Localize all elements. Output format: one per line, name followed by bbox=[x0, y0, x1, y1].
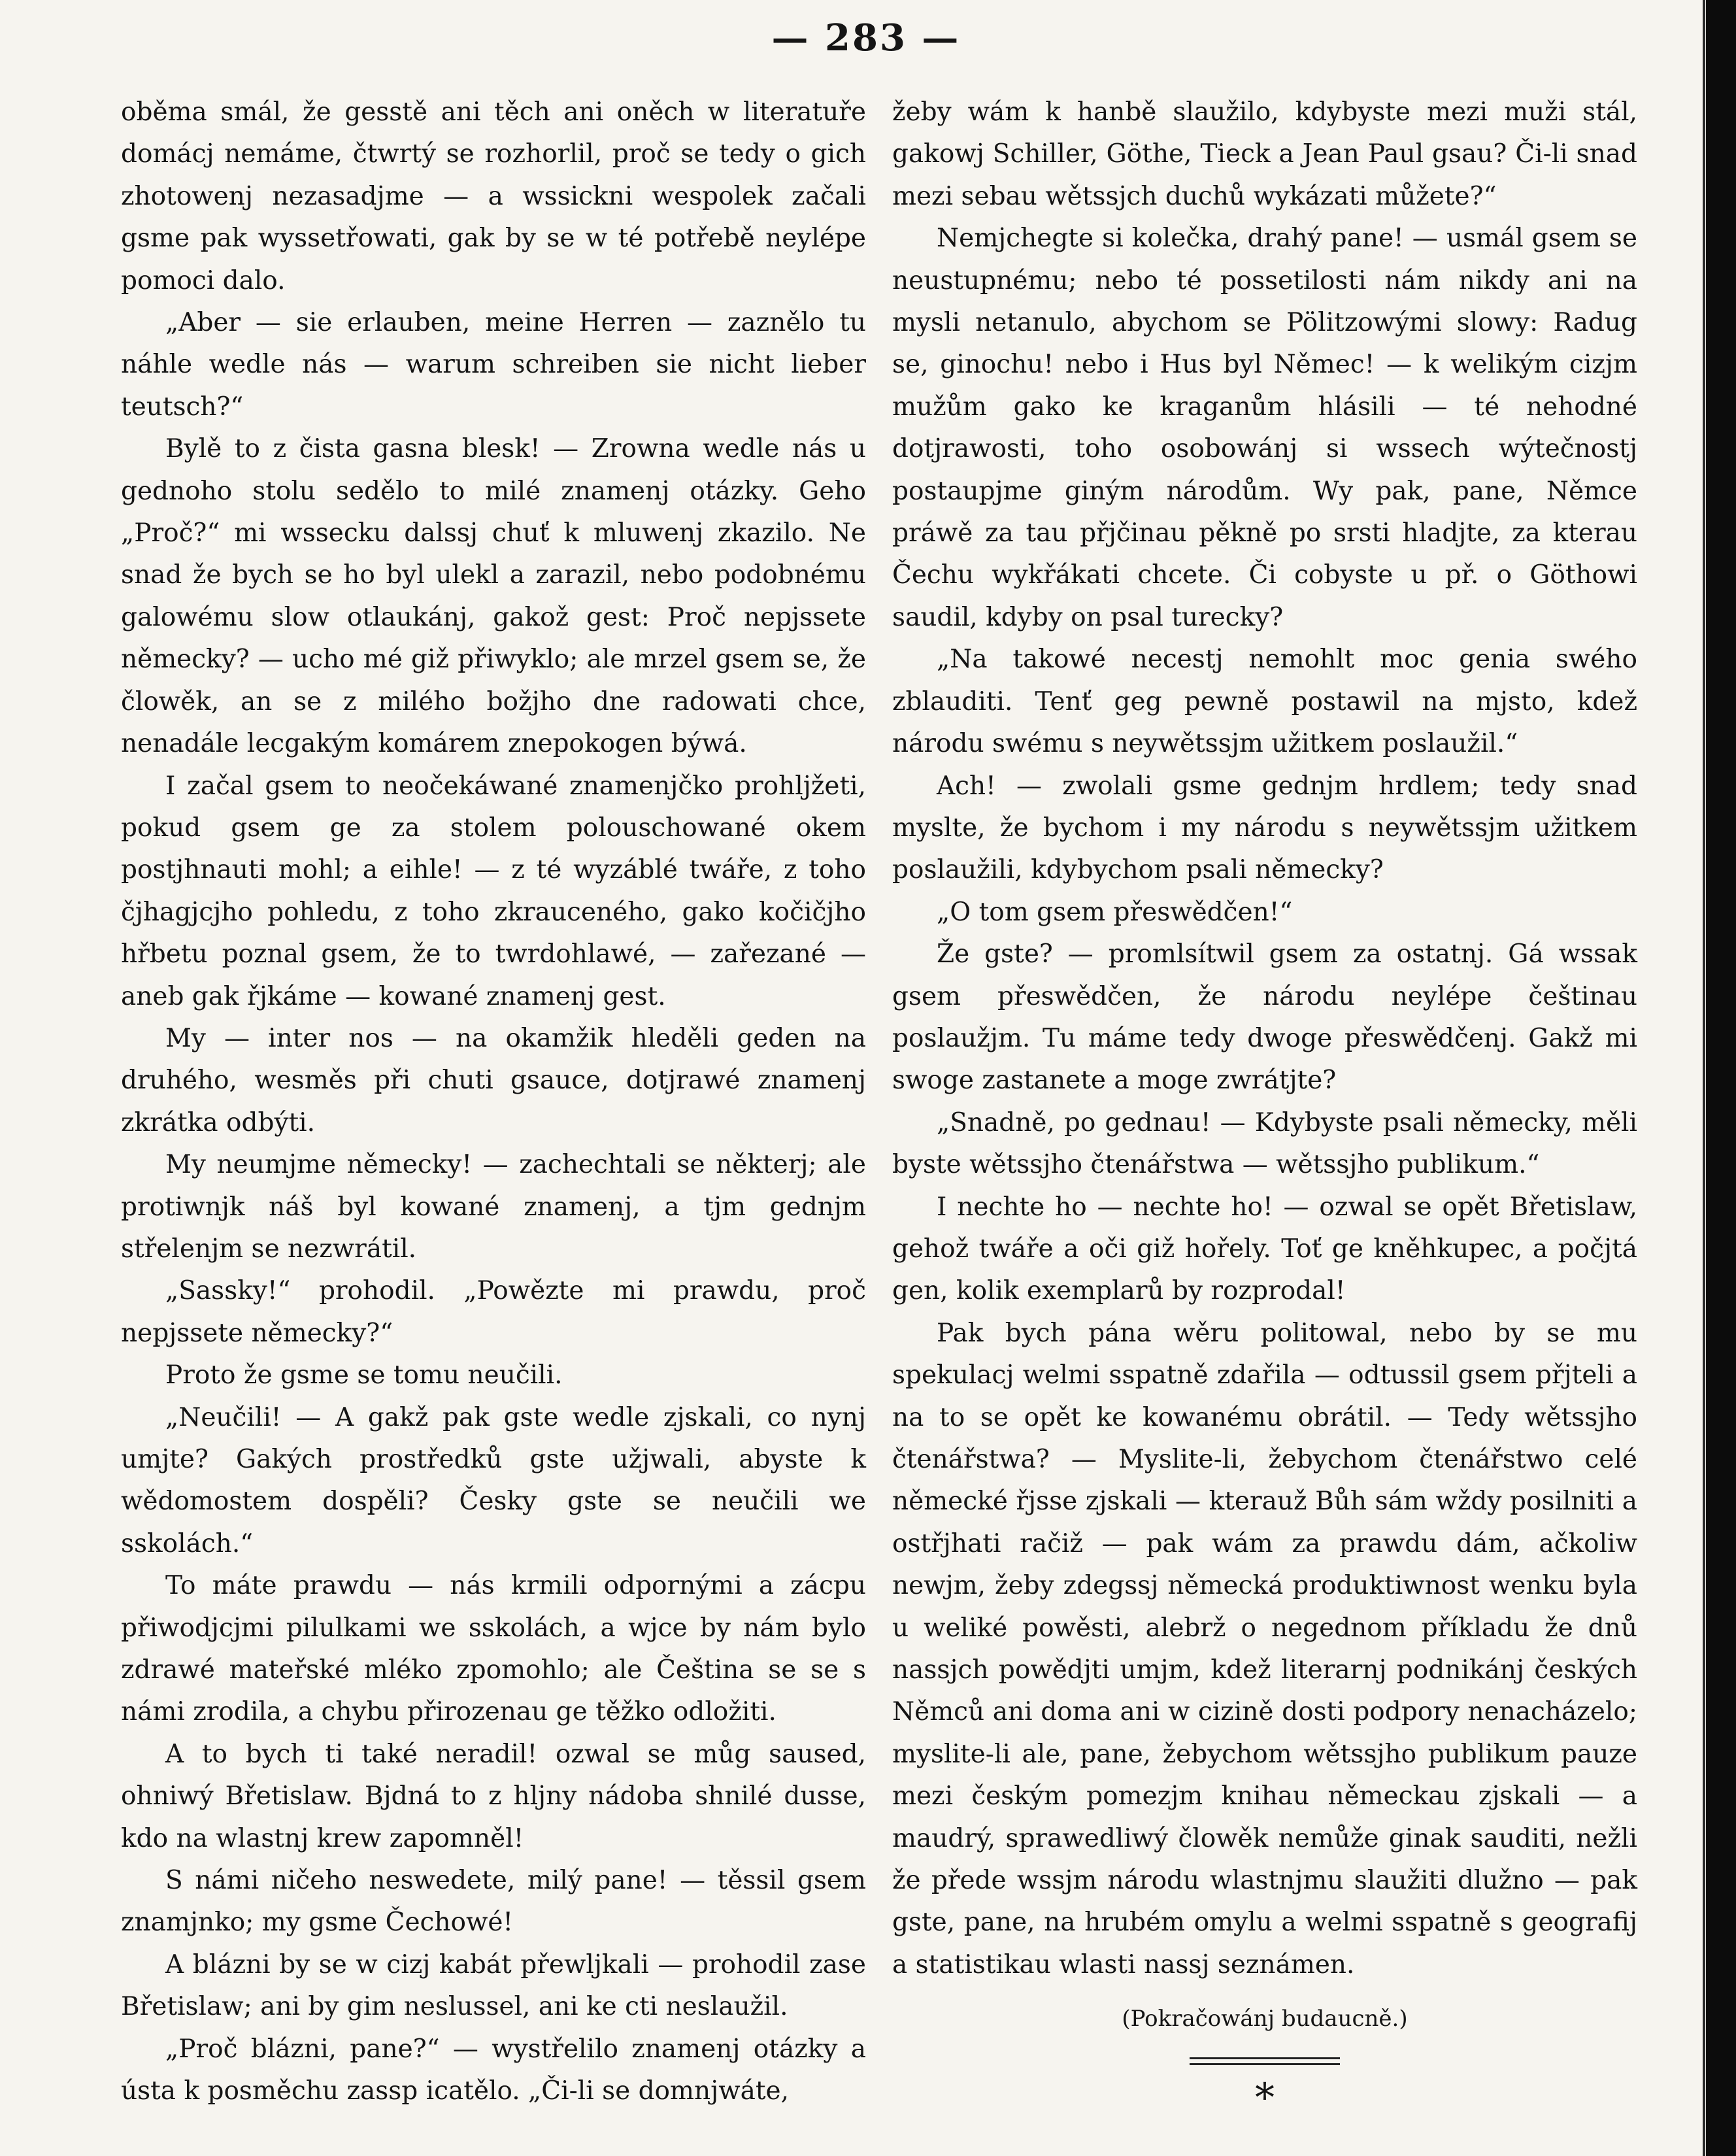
page-edge-line bbox=[1703, 0, 1705, 2156]
paragraph: My — inter nos — na okamžik hleděli geden na druhého, wesměs při chuti gsauce, dotjrawé znamenj zkrátka odbýti. bbox=[121, 1023, 866, 1137]
page-number: — 283 — bbox=[771, 16, 961, 59]
paragraph: žeby wám k hanbě slaužilo, kdybyste mezi muži stál, gakowj Schiller, Göthe, Tieck a Jean Paul gsau? Či-li snad mezi sebau wětssjch duchů wykázati můžete?“ bbox=[892, 97, 1637, 211]
paragraph: „Neučili! — A gakž pak gste wedle zjskali, co nynj umjte? Gakých prostředků gste užjwali, abyste k wědomostem dospěli? Česky gste se neučili we sskolách.“ bbox=[121, 1402, 866, 1558]
paragraph: „Snadně, po gednau! — Kdybyste psali německy, měli byste wětssjho čtenářstwa — wětssjho publikum.“ bbox=[892, 1107, 1637, 1180]
paragraph: My neumjme německy! — zachechtali se některj; ale protiwnjk náš byl kowané znamenj, a tjm gednjm střelenjm se nezwrátil. bbox=[121, 1150, 866, 1264]
paragraph: „O tom gsem přeswědčen!“ bbox=[937, 897, 1293, 927]
paragraph: Pak bych pána wěru politowal, nebo by se mu spekulacj welmi sspatně zdařila — odtussil gsem přjteli a na to se opět ke kowanému obrátil. — Tedy wětssjho čtenářstwa? — Myslite-li, žebychom čtenářstwo celé německé řjsse zjskali — kterauž Bůh sám wždy posilniti a ostřjhati račiž — pak wám za prawdu dám, ačkoliw newjm, žeby zdegssj německá produktiwnost wenku byla u weliké powěsti, alebrž o negednom příkladu že dnů nassjch powědjti umjm, kdež literarnj podnikánj českých Němců ani doma ani w cizině dosti podpory nenacházelo; myslite-li ale, pane, žebychom wětssjho publikum pauze mezi českým pomezjm knihau německau zjskali — a maudrý, sprawedliwý člowěk nemůže ginak sauditi, nežli že přede wssjm národu wlastnjmu slaužiti dlužno — pak gste, pane, na hrubém omylu a welmi sspatně s geografij a statistikau wlasti nassj seznámen. bbox=[892, 1318, 1637, 1979]
paragraph: To máte prawdu — nás krmili odpornými a zácpu přiwodjcjmi pilulkami we sskolách, a wjce by nám bylo zdrawé mateřské mléko zpomohlo; ale Čeština se se s námi zrodila, a chybu přirozenau ge těžko odložiti. bbox=[121, 1571, 866, 1727]
paragraph: Nemjchegte si kolečka, drahý pane! — usmál gsem se neustupnému; nebo té possetilosti nám nikdy ani na mysli netanulo, abychom se Pölitzowými slowy: Radug se, ginochu! nebo i Hus byl Němec! — k welikým cizjm mužům gako ke kraganům hlásili — té nehodné dotjrawosti, toho osobowánj si wssech wýtečnostj postaupjme giným národům. Wy pak, pane, Němce práwě za tau přjčinau pěkně po srsti hladjte, za kterau Čechu wykřákati chcete. Či cobyste u př. o Göthowi saudil, kdyby on psal turecky? bbox=[892, 224, 1637, 632]
paragraph: A blázni by se w cizj kabát přewljkali — prohodil zase Břetislaw; ani by gim neslussel, ani ke cti neslaužil. bbox=[121, 1949, 866, 2022]
scan-border bbox=[1706, 0, 1736, 2156]
left-column bbox=[121, 92, 866, 2113]
paragraph: I nechte ho — nechte ho! — ozwal se opět Břetislaw, gehož twáře a oči giž hořely. Toť ge kněhkupec, a počjtá gen, kolik exemplarů by rozprodal! bbox=[892, 1192, 1637, 1306]
paragraph: I začal gsem to neočekáwané znamenjčko prohljžeti, pokud gsem ge za stolem polouschowané okem postjhnauti mohl; a eihle! — z té wyzáblé twáře, z toho čjhagjcjho pohledu, z toho zkrauceného, gako kočičjho hřbetu poznal gsem, že to twrdohlawé, — zařezané — aneb gak řjkáme — kowané znamenj gest. bbox=[121, 771, 866, 1011]
continued-note: (Pokračowánj budaucně.) bbox=[1122, 2006, 1408, 2032]
paragraph: „Sassky!“ prohodil. „Powězte mi prawdu, proč nepjssete německy?“ bbox=[121, 1276, 866, 1348]
paragraph: A to bych ti také neradil! ozwal se můg saused, ohniwý Břetislaw. Bjdná to z hljny nádoba shnilé dusse, kdo na wlastnj krew zapomněl! bbox=[121, 1739, 866, 1853]
paragraph: „Proč blázni, pane?“ — wystřelilo znamenj otázky a ústa k posměchu zassp icatělo. „Či-li se domnjwáte, bbox=[121, 2034, 866, 2106]
paragraph: Proto že gsme se tomu neučili. bbox=[165, 1360, 563, 1390]
paragraph: S námi ničeho neswedete, milý pane! — těssil gsem znamjnko; my gsme Čechowé! bbox=[121, 1866, 866, 1938]
paragraph: oběma smál, že gesstě ani těch ani oněch w literatuře domácj nemáme, čtwrtý se rozhorlil, proč se tedy o gich zhotowenj nezasadjme — a wssickni wespolek začali gsme pak wyssetřowati, gak by se w té potřebě neylépe pomoci dalo. bbox=[121, 97, 866, 295]
paragraph: Bylě to z čista gasna blesk! — Zrowna wedle nás u gednoho stolu sedělo to milé znamenj otázky. Geho „Proč?“ mi wssecku dalssj chuť k mluwenj zkazilo. Ne snad že bych se ho byl ulekl a zarazil, nebo podobnému galowému slow otlaukánj, gakož gest: Proč nepjssete německy? — ucho mé giž přiwyklo; ale mrzel gsem se, že člowěk, an se z milého božjho dne radowati chce, nenadále lecgakým komárem znepokogen býwá. bbox=[121, 434, 866, 759]
paragraph: „Na takowé necestj nemohlt moc genia swého zblauditi. Tenť geg pewně postawil na mjsto, kdež národu swému s neywětssjm užitkem poslaužil.“ bbox=[892, 645, 1637, 759]
double-rule-divider bbox=[1190, 2057, 1340, 2065]
paragraph: Ach! — zwolali gsme gednjm hrdlem; tedy snad myslte, že bychom i my národu s neywětssjm užitkem poslaužili, kdybychom psali německy? bbox=[892, 771, 1637, 885]
right-column bbox=[892, 92, 1637, 2121]
paragraph: Že gste? — promlsítwil gsem za ostatnj. Gá wssak gsem přeswědčen, že národu neylépe češtinau poslaužjm. Tu máme tedy dwoge přeswědčenj. Gakž mi swoge zastanete a moge zwrátjte? bbox=[892, 939, 1637, 1096]
paragraph: „Aber — sie erlauben, meine Herren — zaznělo tu náhle wedle nás — warum schreiben sie nicht lieber teutsch?“ bbox=[121, 308, 866, 422]
asterisk-separator: * bbox=[1255, 2074, 1275, 2121]
